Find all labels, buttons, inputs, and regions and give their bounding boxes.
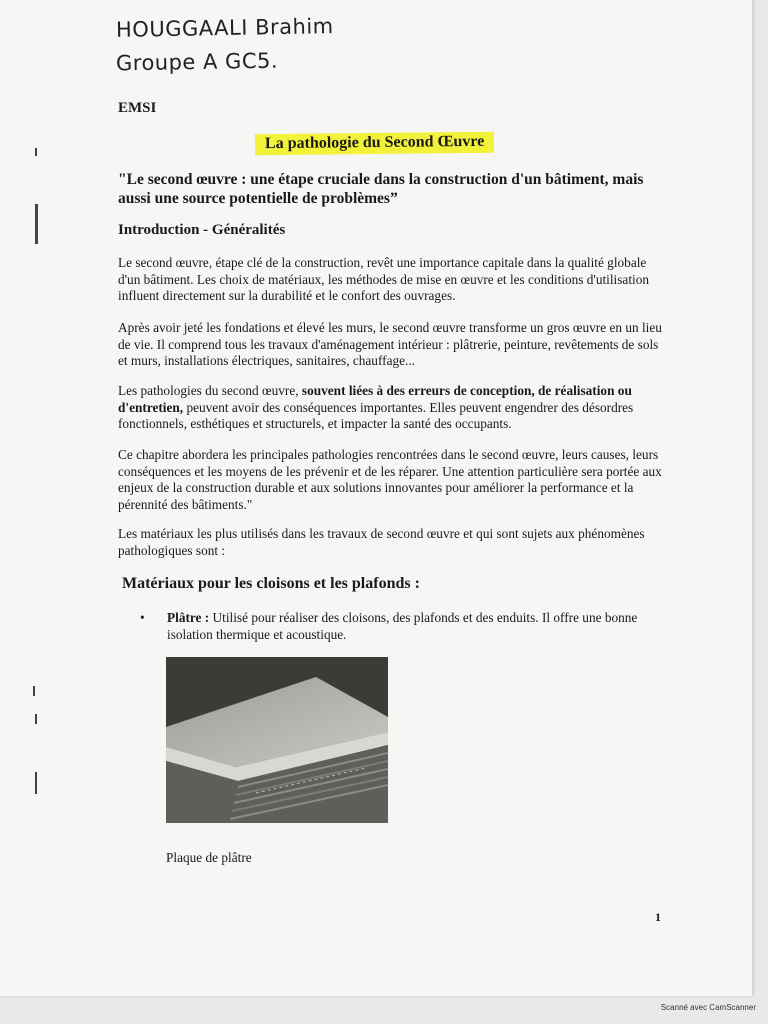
section-heading-materials: Matériaux pour les cloisons et les plafonds : bbox=[122, 575, 420, 592]
institution-label: EMSI bbox=[118, 100, 157, 116]
paragraph-1: Le second œuvre, étape clé de la construction, revêt une importance capitale dans la qualité globale d'un bâtiment. Les choix de matériaux, les méthodes de mise en œuvre et les conditions d'utilisation influent directement sur la durabilité et le confort des ouvrages. bbox=[118, 255, 650, 304]
opening-quote: "Le second œuvre : une étape cruciale dans la construction d'un bâtiment, mais aussi une source potentielle de problèmes” bbox=[118, 171, 644, 207]
scanner-footer: Scanné avec CamScanner bbox=[660, 1003, 756, 1012]
section-heading-intro: Introduction - Généralités bbox=[118, 222, 286, 238]
scan-mark bbox=[35, 714, 37, 724]
handwritten-group: Groupe A GC5. bbox=[115, 48, 279, 76]
list-item-term: Plâtre : bbox=[167, 610, 210, 625]
figure-caption: Plaque de plâtre bbox=[166, 850, 252, 865]
document-title: La pathologie du Second Œuvre bbox=[255, 132, 495, 156]
handwritten-name: HOUGGAALI Brahim bbox=[115, 14, 334, 42]
paragraph-3 bbox=[118, 383, 666, 433]
paragraph-3-start: Les pathologies du second œuvre, bbox=[118, 383, 299, 398]
paragraph-2: Après avoir jeté les fondations et élevé les murs, le second œuvre transforme un gros œuvre en un lieu de vie. Il comprend tous les travaux d'aménagement intérieur : plâtrerie, peinture, revêtements de sols et murs, installations électriques, sanitaires, chauffage... bbox=[118, 320, 662, 369]
scan-mark bbox=[35, 204, 38, 244]
list-item-text bbox=[167, 609, 647, 643]
scan-mark bbox=[35, 148, 37, 156]
paragraph-3-bold: souvent liées à des erreurs de conception, de réalisation ou d'entretien, bbox=[118, 383, 632, 415]
scan-mark bbox=[33, 686, 35, 696]
bullet-icon: • bbox=[140, 610, 145, 625]
paragraph-4: Ce chapitre abordera les principales pathologies rencontrées dans le second œuvre, leurs causes, leurs conséquences et les moyens de les prévenir et de les réparer. Une attention particulière sera portée aux enjeux de la construction durable et aux solutions innovantes pour améliorer la performance et la pérennité des bâtiments." bbox=[118, 447, 662, 512]
plasterboard-photo bbox=[166, 657, 388, 823]
paragraph-3-end: peuvent avoir des conséquences importantes. Elles peuvent engendrer des désordres fonctionnels, esthétiques et structurels, et impacter la santé des occupants. bbox=[118, 399, 634, 432]
page-number: 1 bbox=[655, 910, 661, 924]
paragraph-5: Les matériaux les plus utilisés dans les travaux de second œuvre et qui sont sujets aux phénomènes pathologiques sont : bbox=[118, 526, 645, 558]
list-item-description: Utilisé pour réaliser des cloisons, des plafonds et des enduits. Il offre une bonne isolation thermique et acoustique. bbox=[167, 610, 638, 642]
scan-mark bbox=[35, 772, 37, 794]
plasterboard-stack-image bbox=[166, 657, 388, 823]
